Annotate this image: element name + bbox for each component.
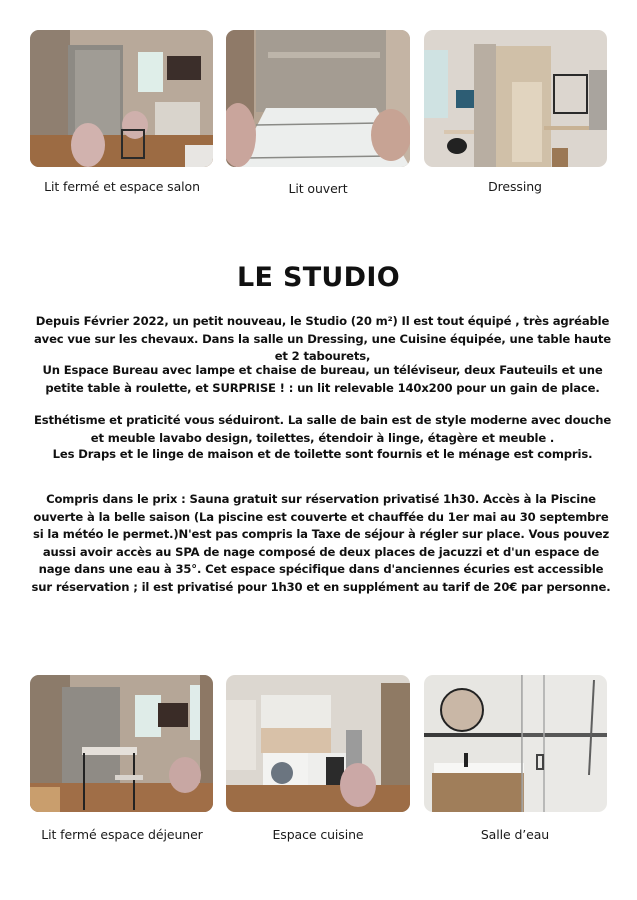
photo-open-bed — [226, 30, 410, 167]
linen-paragraph: Les Draps et le linge de maison et de toilette sont fournis et le ménage est compris. — [52, 447, 593, 461]
photo-kitchen — [226, 675, 410, 812]
photo-living-room — [30, 30, 213, 167]
caption-dressing: Dressing — [488, 179, 542, 194]
included-paragraph: Compris dans le prix : Sauna gratuit sur réservation privatisé 1h30. Accès à la Piscine ouverte à la belle saison (La piscine est couverte et chauffée du 1er mai au 30 septembre si la météo le permet.)N'est pas compris la Taxe de séjour à régler sur place. Vous pouvez aussi avoir accès au SPA de nage composé de deux places de jacuzzi et d'un espace de nage dans une eau à 35°. Cet espace spécifique dans d'anciennes écuries est accessible sur réservation ; il est privatisé pour 1h30 et en supplément au tarif de 20€ par personne. — [31, 492, 611, 594]
caption-breakfast-area: Lit fermé espace déjeuner — [41, 827, 203, 842]
page-title: LE STUDIO — [237, 262, 400, 293]
caption-kitchen: Espace cuisine — [272, 827, 364, 842]
photo-dressing — [424, 30, 607, 167]
equipment-paragraph: Un Espace Bureau avec lampe et chaise de bureau, un téléviseur, deux Fauteuils et une petite table à roulette, et SURPRISE ! : un lit relevable 140x200 pour un gain de place. — [42, 363, 603, 395]
caption-open-bed: Lit ouvert — [288, 181, 348, 196]
bathroom-paragraph: Esthétisme et praticité vous séduiront. La salle de bain est de style moderne avec douche et meuble lavabo design, toilettes, étendoir à linge, étagère et meuble . — [33, 413, 612, 445]
photo-bathroom — [424, 675, 607, 812]
caption-bathroom: Salle d’eau — [480, 827, 550, 842]
intro-paragraph: Depuis Février 2022, un petit nouveau, le Studio (20 m²) Il est tout équipé , très agréable avec vue sur les chevaux. Dans la salle un Dressing, une Cuisine équipée, une table haute et 2 tabourets, — [33, 314, 611, 363]
photo-breakfast-area — [30, 675, 213, 812]
caption-living-room: Lit fermé et espace salon — [44, 179, 200, 194]
